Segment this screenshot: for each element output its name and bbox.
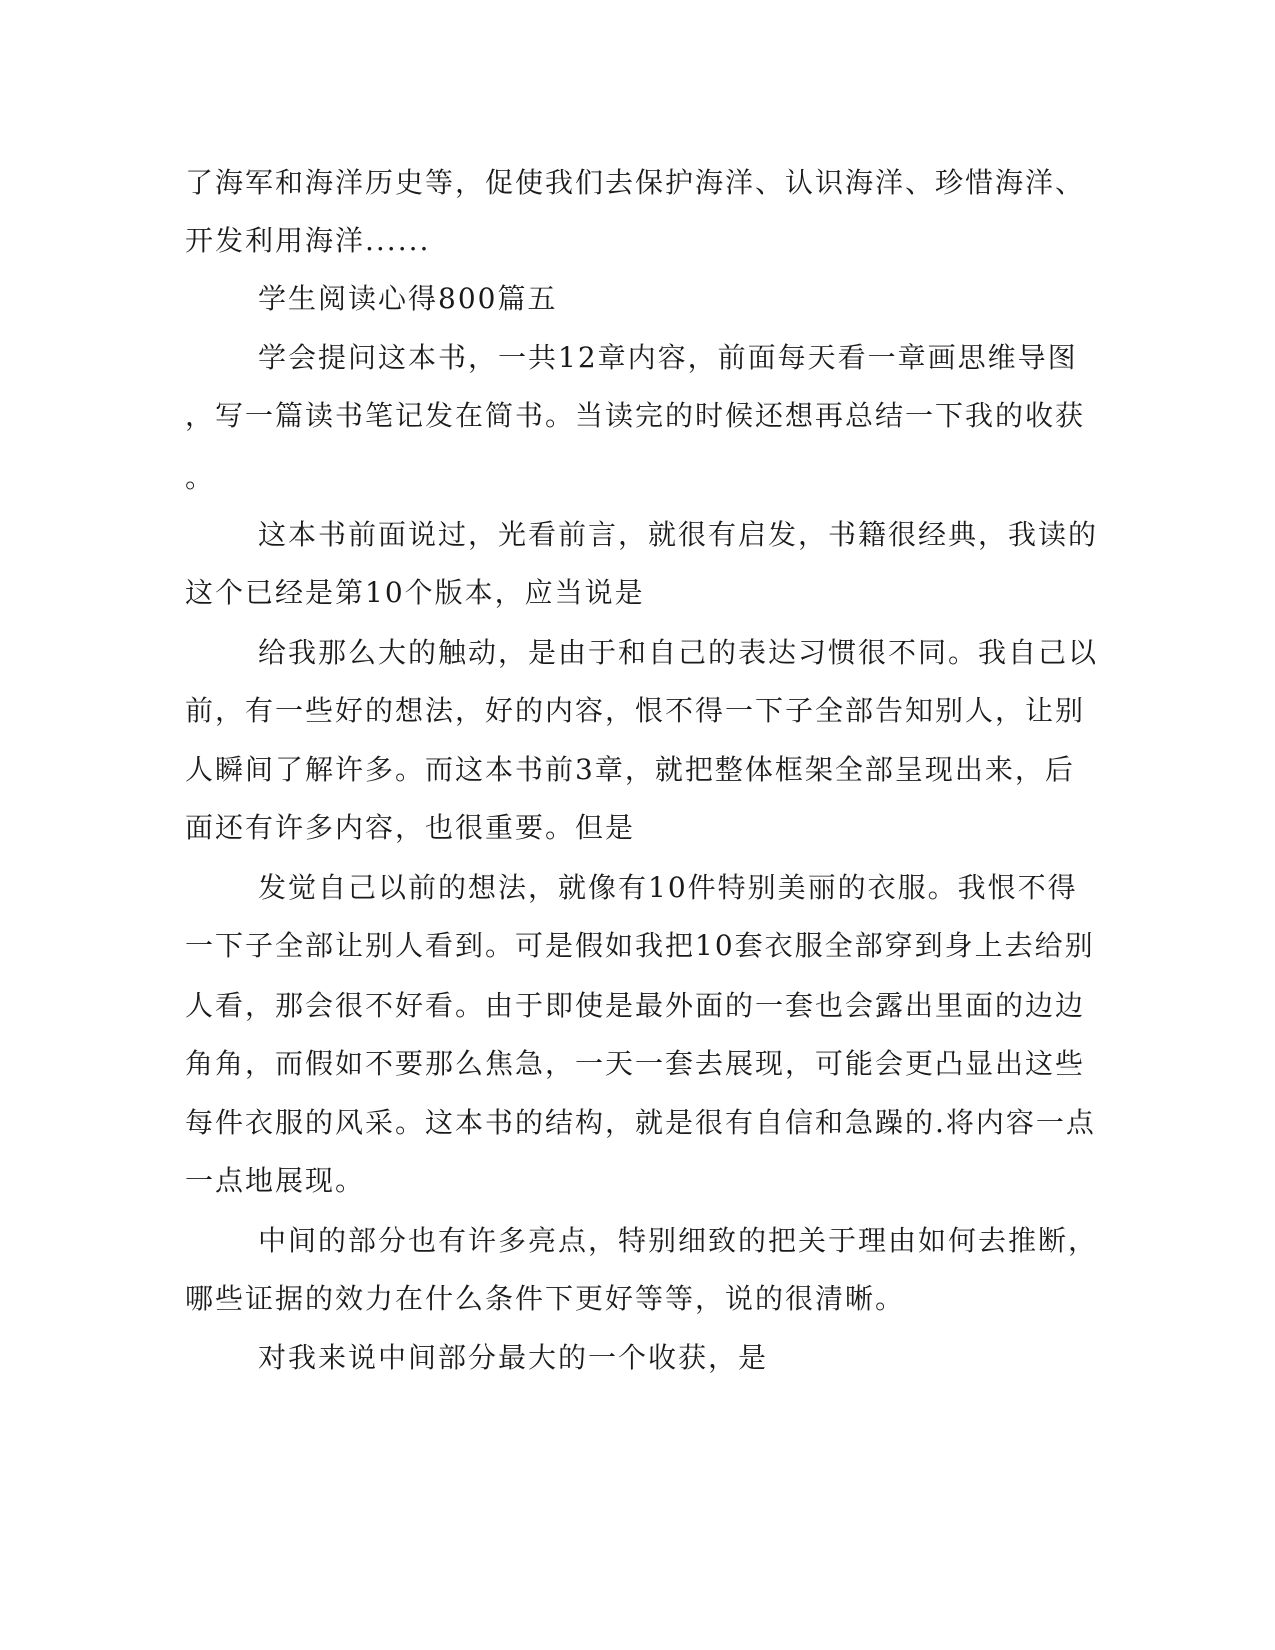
text-line: 角角，而假如不要那么焦急，一天一套去展现，可能会更凸显出这些 [185, 1047, 1086, 1080]
text-line: 。 [185, 461, 216, 494]
text-line: 这个已经是第10个版本，应当说是 [185, 576, 645, 609]
text-line: 了海军和海洋历史等，促使我们去保护海洋、认识海洋、珍惜海洋、 [185, 166, 1086, 199]
text-line: 前，有一些好的想法，好的内容，恨不得一下子全部告知别人，让别 [185, 694, 1086, 727]
text-line: 面还有许多内容，也很重要。但是 [185, 811, 636, 844]
text-line: 哪些证据的效力在什么条件下更好等等，说的很清晰。 [185, 1282, 906, 1315]
text-line: 这本书前面说过，光看前言，就很有启发，书籍很经典，我读的 [258, 518, 1099, 551]
text-line: 中间的部分也有许多亮点，特别细致的把关于理由如何去推断， [258, 1224, 1099, 1257]
text-line: ，写一篇读书笔记发在简书。当读完的时候还想再总结一下我的收获 [185, 399, 1086, 432]
text-line: 学会提问这本书，一共12章内容，前面每天看一章画思维导图 [258, 341, 1078, 374]
text-line: 人瞬间了解许多。而这本书前3章，就把整体框架全部呈现出来，后 [185, 753, 1075, 786]
text-line: 发觉自己以前的想法，就像有10件特别美丽的衣服。我恨不得 [258, 871, 1078, 904]
section-heading: 学生阅读心得800篇五 [258, 282, 558, 315]
text-line: 每件衣服的风采。这本书的结构，就是很有自信和急躁的.将内容一点 [185, 1106, 1096, 1139]
text-line: 一点地展现。 [185, 1164, 366, 1197]
text-line: 给我那么大的触动，是由于和自己的表达习惯很不同。我自己以 [258, 636, 1099, 669]
text-line: 对我来说中间部分最大的一个收获，是 [258, 1341, 769, 1374]
text-line: 人看，那会很不好看。由于即使是最外面的一套也会露出里面的边边 [185, 989, 1086, 1022]
text-line: 一下子全部让别人看到。可是假如我把10套衣服全部穿到身上去给别 [185, 929, 1095, 962]
text-line: 开发利用海洋...... [185, 224, 431, 257]
